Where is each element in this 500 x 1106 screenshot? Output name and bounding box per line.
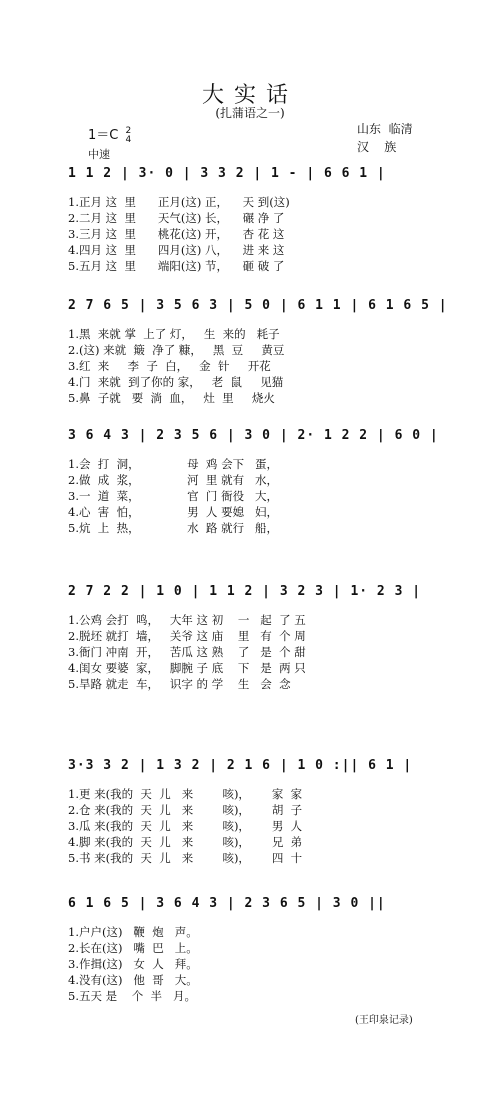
tempo-marking: 中速 bbox=[88, 148, 110, 161]
score-system bbox=[68, 578, 428, 692]
notation-line bbox=[68, 752, 428, 782]
lyrics-block bbox=[68, 326, 428, 406]
key-signature bbox=[88, 124, 131, 145]
notation-line bbox=[68, 890, 428, 920]
notation-line bbox=[68, 578, 428, 608]
lyric-line: 3.衙门 冲南 开， 苦瓜 这 熟 了 是 个 甜 bbox=[68, 645, 306, 659]
lyric-line: 5.五月 这 里 端阳(这) 节， 砸 破 了 bbox=[68, 259, 285, 273]
lyric-line: 3.红 来 李 子 白， 金 针 开花 bbox=[68, 359, 271, 373]
lyric-line: 2.二月 这 里 天气(这) 长， 碾 净 了 bbox=[68, 211, 285, 225]
notation-line bbox=[68, 160, 428, 190]
lyrics-block bbox=[68, 456, 428, 536]
score-system bbox=[68, 752, 428, 866]
song-origin bbox=[357, 120, 413, 156]
lyric-line: 4.脚 来(我的 天 儿 来 咳)， 兄 弟 bbox=[68, 835, 303, 849]
time-signature bbox=[126, 127, 132, 145]
notes-text: 6 1 6 5 | 3 6 4 3 | 2 3 6 5 | 3 0 || bbox=[68, 896, 386, 911]
lyric-line: 4.门 来就 到了你的 家， 老 鼠 见猫 bbox=[68, 375, 284, 389]
lyric-line: 1.黑 来就 掌 上了 灯， 生 来的 耗子 bbox=[68, 327, 280, 341]
lyric-line: 4.四月 这 里 四月(这) 八， 进 来 这 bbox=[68, 243, 285, 257]
song-title: 大实话 bbox=[201, 83, 298, 108]
score-system bbox=[68, 890, 428, 1004]
score-system bbox=[68, 160, 428, 274]
lyric-line: 5.五天 是 个 半 月。 bbox=[68, 989, 197, 1003]
lyric-line: 3.三月 这 里 桃花(这) 开， 杏 花 这 bbox=[68, 227, 285, 241]
notation-line bbox=[68, 292, 448, 322]
origin-ethnicity: 汉 族 bbox=[357, 140, 397, 154]
lyric-line: 5.书 来(我的 天 儿 来 咳)， 四 十 bbox=[68, 851, 303, 865]
lyric-line: 4.闺女 要婆 家， 脚腕 子 底 下 是 两 只 bbox=[68, 661, 306, 675]
lyric-line: 4.心 害 怕， 男 人 要媳 妇， bbox=[68, 505, 279, 519]
lyric-line: 5.炕 上 热， 水 路 就行 船， bbox=[68, 521, 279, 535]
lyric-line: 3.作揖(这) 女 人 拜。 bbox=[68, 957, 198, 971]
lyrics-block bbox=[68, 924, 428, 1004]
notation-line bbox=[68, 422, 439, 452]
transcriber-credit: (王印泉记录) bbox=[355, 1015, 413, 1026]
notes-text: 2 7 2 2 | 1 0 | 1 1 2 | 3 2 3 | 1· 2 3 | bbox=[68, 584, 422, 599]
time-numerator: 2 bbox=[125, 125, 132, 136]
lyric-line: 5.旱路 就走 车， 识字 的 学 生 会 念 bbox=[68, 677, 291, 691]
lyrics-block bbox=[68, 194, 428, 274]
lyrics-block bbox=[68, 786, 428, 866]
notes-text: 1 1 2 | 3· 0 | 3 3 2 | 1 - | 6 6 1 | bbox=[68, 166, 386, 181]
notes-text: 3·3 3 2 | 1 3 2 | 2 1 6 | 1 0 :|| 6 1 | bbox=[68, 758, 413, 773]
lyric-line: 2.脱坯 就打 墙， 关爷 这 庙 里 有 个 周 bbox=[68, 629, 306, 643]
lyric-line: 5.鼻 子就 要 淌 血， 灶 里 烧火 bbox=[68, 391, 275, 405]
lyric-line: 1.公鸡 会打 鸣， 大年 这 初 一 起 了 五 bbox=[68, 613, 306, 627]
time-denominator: 4 bbox=[125, 134, 132, 145]
lyric-line: 3.瓜 来(我的 天 儿 来 咳)， 男 人 bbox=[68, 819, 303, 833]
notes-text: 2 7 6 5 | 3 5 6 3 | 5 0 | 6 1 1 | 6 1 6 5 | bbox=[68, 298, 448, 313]
lyric-line: 2.做 成 浆， 河 里 就有 水， bbox=[68, 473, 279, 487]
score-system bbox=[68, 292, 448, 406]
lyric-line: 2.长在(这) 嘴 巴 上。 bbox=[68, 941, 198, 955]
lyric-line: 2.仓 来(我的 天 儿 来 咳)， 胡 子 bbox=[68, 803, 303, 817]
lyric-line: 1.户户(这) 鞭 炮 声。 bbox=[68, 925, 198, 939]
notes-text: 3 6 4 3 | 2 3 5 6 | 3 0 | 2· 1 2 2 | 6 0 | bbox=[68, 428, 439, 443]
score-system bbox=[68, 422, 439, 536]
lyric-line: 1.正月 这 里 正月(这) 正， 天 到(这) bbox=[68, 195, 290, 209]
lyric-line: 2.(这) 来就 簸 净了 糠， 黑 豆 黄豆 bbox=[68, 343, 285, 357]
key-label: 1＝C bbox=[88, 128, 119, 143]
lyrics-block bbox=[68, 612, 428, 692]
lyric-line: 1.更 来(我的 天 儿 来 咳)， 家 家 bbox=[68, 787, 303, 801]
lyric-line: 4.没有(这) 他 哥 大。 bbox=[68, 973, 198, 987]
lyric-line: 1.会 打 洞， 母 鸡 会下 蛋， bbox=[68, 457, 279, 471]
lyric-line: 3.一 道 菜， 官 门 衙役 大， bbox=[68, 489, 279, 503]
origin-region: 山东 临清 bbox=[357, 122, 413, 136]
song-subtitle: (扎蒲语之一) bbox=[215, 106, 285, 120]
